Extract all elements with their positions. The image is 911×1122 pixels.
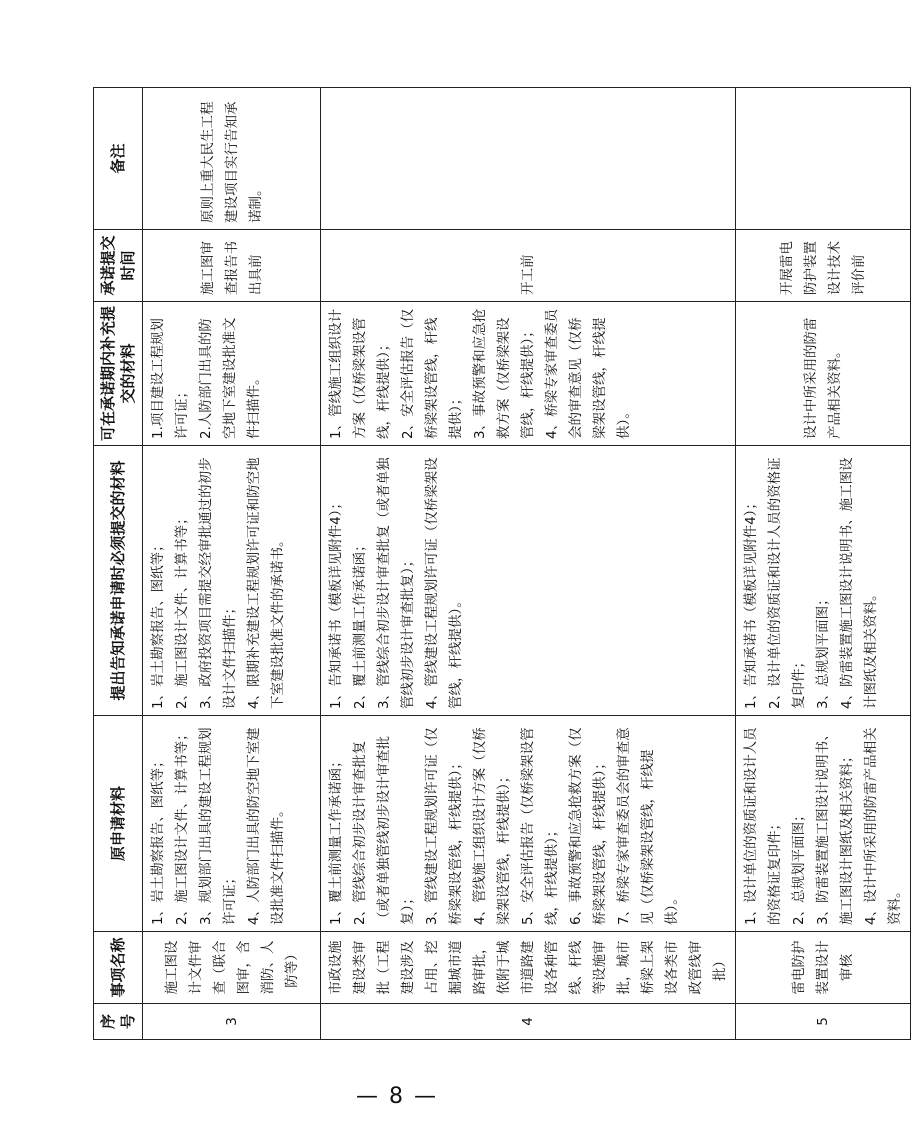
list-item: 1、岩土勘察报告、图纸等； [150,754,166,925]
list-item: 2、管线综合初步设计审查批复（或者单独管线初步设计审查批复）； [352,736,416,925]
list-item: 4、桥梁专家审查委员会的审查意见（仅桥梁架设管线，杆线提供）。 [544,308,632,439]
item-name: 施工图设计文件审查（联合图审，含消防、人防等） [143,932,321,1004]
header-later: 可在承诺期内补充提交的材料 [94,302,143,446]
list-item: 2、设计单位的资质证和设计人员的资格证复印件； [767,457,807,709]
list-item: 6、事故预警和应急抢救方案（仅桥梁架设管线，杆线提供）； [568,727,608,925]
list-item: 4、管线建设工程规划许可证（仅桥梁架设管线，杆线提供）。 [424,457,464,709]
item-name: 雷电防护装置设计审核 [736,932,911,1004]
list-item: 3、政府投资项目需提交经审批通过的初步设计文件扫描件； [198,457,238,709]
required-materials [321,446,736,716]
required-materials [143,446,321,716]
header-name: 事项名称 [94,932,143,1004]
list-item: 3、管线建设工程规划许可证（仅桥梁架设管线，杆线提供）； [424,727,464,925]
list-item: 2.人防部门出具的防空地下室建设批准文件扫描件。 [198,317,262,439]
list-item: 1、告知承诺书（模板详见附件4）； [743,496,759,709]
remark [736,88,911,230]
header-time: 承诺提交时间 [94,230,143,302]
list-item: 3、防雷装置施工图设计说明书、施工图设计图纸及相关资料； [815,727,855,925]
list-item: 4、限期补充建设工程规划许可证和防空地下室建设批准文件的承诺书。 [246,457,286,709]
list-item: 2、施工图设计文件、计算书等； [174,727,190,925]
required-materials [736,446,911,716]
remark [321,88,736,230]
list-item: 1、覆土前测量工作承诺函； [328,754,344,925]
approval-items-table [93,87,911,1040]
commit-time: 施工图审查报告书出具前 [143,230,321,302]
supplementary-materials [321,302,736,446]
list-item: 2、总规划平面图； [791,808,807,925]
rotated-table-container [93,88,903,1040]
remark: 原则上重大民生工程建设项目实行告知承诺制。 [143,88,321,230]
list-item: 3、总规划平面图； [815,592,831,709]
list-item: 4、设计中所采用的防雷产品相关资料。 [863,727,903,925]
supplementary-materials [736,302,911,446]
list-item: 1、设计单位的资质证和设计人员的资格证复印件； [743,727,783,925]
table-row [143,88,321,1040]
row-number: 3 [143,1004,321,1040]
row-number: 4 [321,1004,736,1040]
table-header-row [94,88,143,1040]
item-name: 市政设施建设类审批（工程建设涉及占用、挖掘城市道路审批，依附于城市道路建设各种管线、杆线等设施审批，城市桥梁上架设各类市政管线审批） [321,932,736,1004]
table-frame [93,88,903,1040]
list-item: 1、管线施工组织设计方案（仅桥梁架设管线，杆线提供）； [328,308,392,439]
commit-time: 开展雷电防护装置设计技术评价前 [736,230,911,302]
list-item: 3、管线综合初步设计审查批复（或者单独管线初步设计审查批复）； [376,457,416,709]
list-item: 2、施工图设计文件、计算书等； [174,511,190,709]
list-item: 4、管线施工组织设计方案（仅桥梁架设管线，杆线提供）； [472,727,512,925]
list-item: 3、事故预警和应急抢救方案（仅桥梁架设管线，杆线提供）； [472,308,536,439]
list-item: 5、安全评估报告（仅桥梁架设管线，杆线提供）； [520,727,560,925]
supplementary-materials [143,302,321,446]
table-row [736,88,911,1040]
original-materials [736,716,911,932]
list-item: 设计中所采用的防雷产品相关资料。 [803,317,843,439]
commit-time: 开工前 [321,230,736,302]
list-item: 1、岩土勘察报告、图纸等； [150,538,166,709]
header-remark: 备注 [94,88,143,230]
page-number: — 8 — [356,1084,438,1109]
list-item: 3、规划部门出具的建设工程规划许可证； [198,727,238,925]
table-row [321,88,736,1040]
original-materials [143,716,321,932]
list-item: 7、桥梁专家审查委员会的审查意见（仅桥梁架设管线，杆线提供）。 [616,727,680,925]
header-no: 序号 [94,1004,143,1040]
header-must: 提出告知承诺申请时必须提交的材料 [94,446,143,716]
list-item: 1、告知承诺书（模板详见附件4）； [328,496,344,709]
list-item: 4、人防部门出具的防空地下室建设批准文件扫描件。 [246,727,286,925]
header-original: 原申请材料 [94,716,143,932]
list-item: 1.项目建设工程规划许可证； [150,318,190,439]
list-item: 2、安全评估报告（仅桥梁架设管线，杆线提供）； [400,308,464,439]
original-materials [321,716,736,932]
list-item: 2、覆土前测量工作承诺函； [352,538,368,709]
list-item: 4、防雷装置施工图设计说明书、施工图设计图纸及相关资料。 [839,457,879,709]
row-number: 5 [736,1004,911,1040]
